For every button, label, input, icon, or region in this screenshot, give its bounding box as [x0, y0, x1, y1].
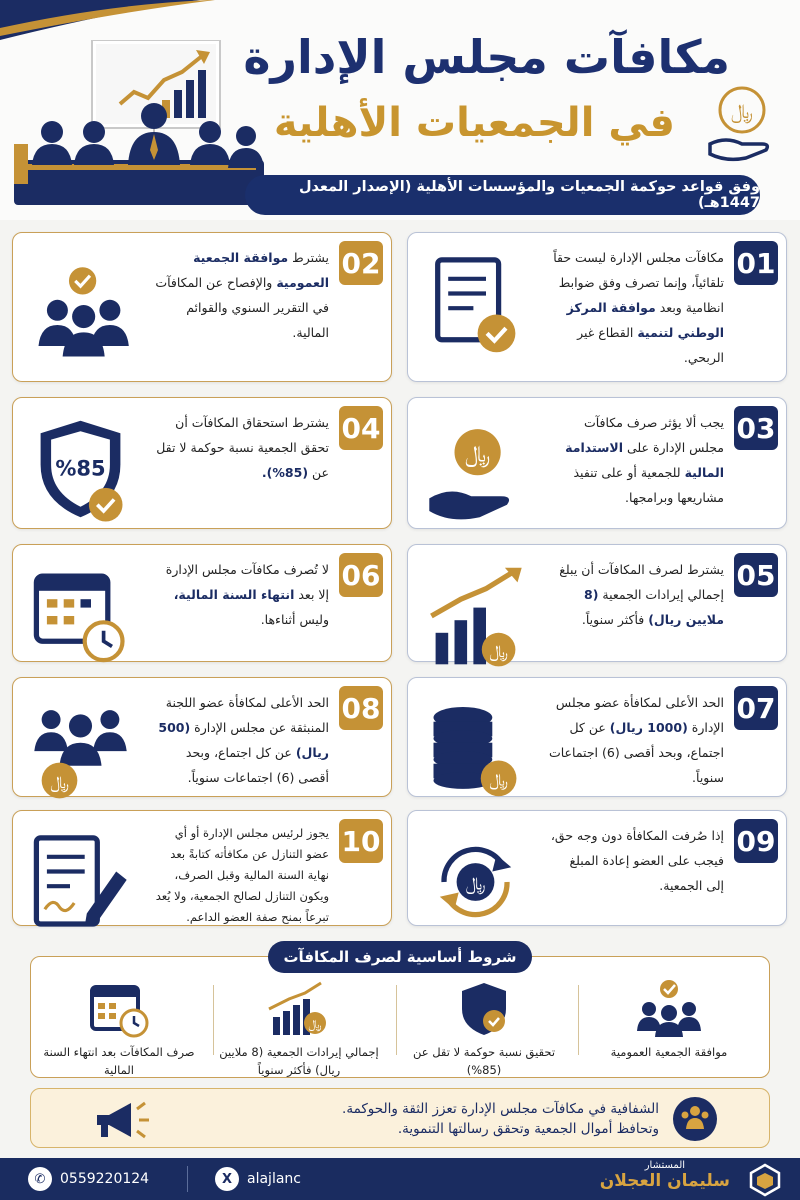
card-text-pre: يجب ألا يؤثر صرف مكافآت مجلس الإدارة على: [583, 415, 724, 455]
signed-document-icon: [28, 827, 133, 937]
transparency-banner: [30, 1088, 770, 1148]
card-text-pre: يجوز لرئيس مجلس الإدارة أو أي عضو التنازل عن مكافأته كتابةً بعد نهاية السنة المالية وقبل الصرف، ويكون التنازل لصالح الجمعية، ولا يُعد تبرعاً بمنح صفة العضو الداعم.: [155, 826, 329, 924]
card-text-pre: الحد الأعلى لمكافأة عضو مجلس الإدارة: [555, 695, 724, 735]
card-text-bold: (1000 ريال): [609, 720, 688, 735]
card-number-badge: 02: [339, 241, 383, 285]
page-subtitle-title: في الجمعيات الأهلية: [273, 100, 675, 146]
card-text-bold: (8 ملايين ريال): [583, 587, 724, 627]
rule-card-09: [407, 810, 787, 926]
card-text-bold: موافقة الجمعية العمومية: [193, 250, 329, 290]
card-text-pre: يشترط: [288, 250, 329, 265]
hand-coin-icon: [706, 82, 778, 164]
svg-text:﷼: ﷼: [308, 1017, 322, 1031]
card-text: [549, 690, 724, 790]
growth-chart-icon: [259, 979, 339, 1039]
growth-chart-icon: [423, 561, 528, 671]
svg-text:﷼: ﷼: [50, 771, 69, 792]
shield-percent-icon: [28, 414, 133, 524]
card-number-badge: 08: [339, 686, 383, 730]
page-title: مكافآت مجلس الإدارة: [243, 30, 730, 84]
card-text-post: عن كل اجتماع، وبحد أقصى (6) اجتماعات سنوياً.: [185, 745, 329, 785]
rule-card-06: [12, 544, 392, 662]
calendar-icon: [84, 979, 154, 1039]
card-number-badge: 06: [339, 553, 383, 597]
card-number-badge: 07: [734, 686, 778, 730]
condition-label: موافقة الجمعية العمومية: [610, 1045, 728, 1059]
card-number-badge: 03: [734, 406, 778, 450]
condition-label: صرف المكافآت بعد انتهاء السنة المالية: [43, 1045, 195, 1077]
card-text-post: القطاع غير الربحي.: [577, 325, 724, 365]
meeting-illustration: [14, 40, 264, 205]
svg-text:﷼: ﷼: [464, 441, 491, 468]
condition-label: إجمالي إيرادات الجمعية (8 ملايين ريال) فأكثر سنوياً: [219, 1045, 379, 1077]
rule-card-08: [12, 677, 392, 797]
rule-card-03: [407, 397, 787, 529]
card-text: [154, 410, 329, 485]
card-text: [154, 823, 329, 928]
conditions-box: [30, 956, 770, 1078]
document-check-icon: [423, 249, 528, 359]
phone-number: 0559220124: [60, 1171, 150, 1187]
card-text: [549, 557, 724, 632]
group-shield-icon: [671, 1095, 719, 1143]
card-number-badge: 04: [339, 406, 383, 450]
svg-text:﷼: ﷼: [730, 99, 754, 123]
committee-icon: [28, 694, 133, 804]
card-text: [549, 823, 724, 898]
rule-card-01: [407, 232, 787, 382]
phone-contact[interactable]: [28, 1167, 149, 1191]
transparency-line2: وتحافظ أموال الجمعية وتحقق رسالتها التنموية.: [397, 1121, 659, 1137]
card-text-post: والإفصاح عن المكافآت في التقرير السنوي والقوائم المالية.: [155, 275, 329, 340]
card-text-pre: إذا صُرفت المكافأة دون وجه حق، فيجب على العضو إعادة المبلغ إلى الجمعية.: [550, 828, 724, 893]
condition-fiscal-year: [34, 979, 204, 1079]
group-check-icon: [629, 979, 709, 1039]
transparency-line1: الشفافية في مكافآت مجلس الإدارة تعزز الثقة والحوكمة.: [342, 1101, 659, 1117]
condition-general-assembly: [584, 979, 754, 1079]
card-number-badge: 10: [339, 819, 383, 863]
megaphone-icon: [91, 1099, 151, 1141]
card-text-post: فأكثر سنوياً.: [581, 612, 649, 627]
card-number-badge: 09: [734, 819, 778, 863]
group-check-icon: [28, 249, 133, 359]
whatsapp-icon: ✆: [28, 1167, 52, 1191]
shield-check-icon: [454, 979, 514, 1039]
coin-stack-icon: [423, 694, 528, 804]
svg-text:﷼: ﷼: [489, 640, 508, 661]
card-number-badge: 01: [734, 241, 778, 285]
card-text-bold: انتهاء السنة المالية،: [173, 587, 295, 602]
subtitle-banner: وفق قواعد حوكمة الجمعيات والمؤسسات الأهلية (الإصدار المعدل 1447هـ): [245, 175, 760, 215]
card-text-post: للجمعية أو على تنفيذ مشاريعها وبرامجها.: [573, 465, 724, 505]
card-text: [549, 410, 724, 510]
author: [600, 1160, 730, 1191]
refund-cycle-icon: [423, 827, 528, 937]
card-text-pre: الحد الأعلى لمكافأة عضو اللجنة المنبثقة عن مجلس الإدارة: [165, 695, 329, 735]
rule-card-04: [12, 397, 392, 529]
card-text-bold: الاستدامة المالية: [565, 440, 724, 480]
rule-card-05: [407, 544, 787, 662]
author-role: المستشار: [644, 1160, 686, 1171]
condition-revenue: [214, 979, 384, 1079]
card-number-badge: 05: [734, 553, 778, 597]
card-text-bold: (500 ريال): [158, 720, 329, 760]
svg-text:%85: %85: [55, 456, 106, 481]
logo-cube-icon: [748, 1163, 782, 1197]
condition-governance: [399, 979, 569, 1079]
header: [0, 0, 800, 220]
rule-card-10: [12, 810, 392, 926]
card-text: [154, 557, 329, 632]
hand-coin-icon: [423, 414, 528, 524]
conditions-title: شروط أساسية لصرف المكافآت: [268, 941, 532, 973]
card-text-post: عن كل اجتماع، وبحد أقصى (6) اجتماعات سنوياً.: [548, 720, 724, 785]
x-handle-text: alajlanc: [247, 1171, 301, 1187]
card-text-pre: مكافآت مجلس الإدارة ليست حقاً تلقائياً، وإنما تصرف وفق ضوابط انظامية وبعد: [553, 250, 724, 315]
card-text-post: وليس أثناءها.: [260, 612, 329, 627]
svg-text:﷼: ﷼: [489, 769, 508, 790]
svg-text:﷼: ﷼: [465, 873, 486, 895]
calendar-clock-icon: [28, 561, 133, 671]
card-text-pre: لا تُصرف مكافآت مجلس الإدارة إلا بعد: [165, 562, 329, 602]
card-text: [154, 245, 329, 345]
card-text-pre: يشترط استحقاق المكافآت أن تحقق الجمعية نسبة حوكمة لا تقل عن: [156, 415, 329, 480]
card-text-bold: موافقة المركز الوطني لتنمية: [566, 300, 724, 340]
x-handle[interactable]: [215, 1167, 301, 1191]
card-text-pre: يشترط لصرف المكافآت أن يبلغ إجمالي إيرادات الجمعية: [559, 562, 724, 602]
footer: [0, 1158, 800, 1200]
corner-decoration: [0, 0, 220, 40]
author-name: سليمان العجلان: [599, 1171, 730, 1191]
card-text: [154, 690, 329, 790]
x-icon: X: [215, 1167, 239, 1191]
rule-card-07: [407, 677, 787, 797]
rule-card-02: [12, 232, 392, 382]
condition-label: تحقيق نسبة حوكمة لا تقل عن (85%): [412, 1045, 556, 1077]
card-text-bold: (85%).: [261, 465, 309, 480]
card-text: [549, 245, 724, 370]
